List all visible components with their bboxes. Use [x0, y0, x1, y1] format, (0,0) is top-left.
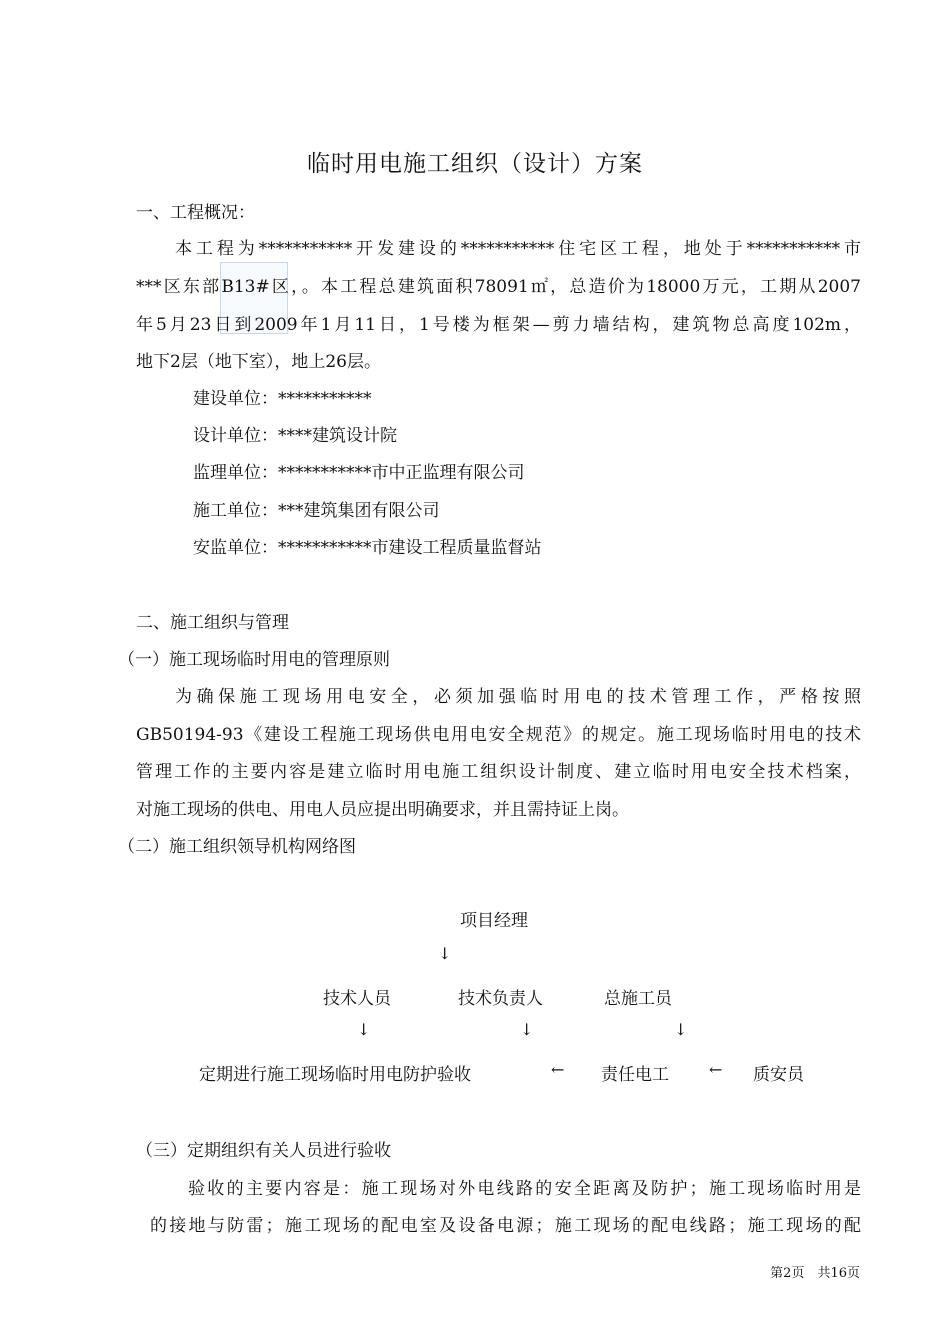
arrow-down-icon: ↓	[520, 1020, 534, 1039]
subsection-heading: （二）施工组织领导机构网络图	[118, 837, 356, 857]
arrow-down-icon: ↓	[674, 1020, 688, 1039]
unit-line: 监理单位：***********市中正监理有限公司	[193, 463, 525, 483]
paragraph-line: 地下2层（地下室），地上26层。	[136, 352, 381, 372]
arrow-left-icon: ←	[709, 1060, 723, 1079]
paragraph-line: 的接地与防雷；施工现场的配电室及设备电源；施工现场的配电线路；施工现场的配	[150, 1216, 861, 1236]
document-title: 临时用电施工组织（设计）方案	[307, 151, 643, 177]
arrow-down-icon: ↓	[438, 944, 452, 963]
unit-line: 施工单位：***建筑集团有限公司	[193, 501, 440, 521]
paragraph-line: 验收的主要内容是：施工现场对外电线路的安全距离及防护；施工现场临时用是	[188, 1179, 861, 1199]
arrow-down-icon: ↓	[357, 1020, 371, 1039]
org-node-project-manager: 项目经理	[460, 911, 528, 931]
unit-line: 设计单位：****建筑设计院	[193, 426, 397, 446]
arrow-left-icon: ←	[551, 1060, 565, 1079]
unit-line: 建设单位：***********	[193, 389, 372, 409]
org-node-technical-lead: 技术负责人	[458, 989, 543, 1009]
section-heading-management: 二、施工组织与管理	[136, 613, 289, 633]
org-node-technician: 技术人员	[323, 989, 391, 1009]
org-node-electrician: 责任电工	[601, 1065, 669, 1085]
org-node-general-foreman: 总施工员	[604, 989, 672, 1009]
paragraph-line: GB50194-93《建设工程施工现场供电用电安全规范》的规定。施工现场临时用电的技术	[136, 725, 861, 745]
org-node-safety-officer: 质安员	[753, 1065, 804, 1085]
paragraph-line: 年5月23日到2009年1月11日，1号楼为框架—剪力墙结构，建筑物总高度102m，	[136, 315, 861, 335]
unit-line: 安监单位：***********市建设工程质量监督站	[193, 538, 542, 558]
org-node-inspection: 定期进行施工现场临时用电防护验收	[199, 1065, 471, 1085]
section-heading-overview: 一、工程概况：	[136, 203, 255, 223]
paragraph-line: 对施工现场的供电、用电人员应提出明确要求，并且需持证上岗。	[136, 800, 629, 820]
subsection-heading: （一）施工现场临时用电的管理原则	[118, 650, 390, 670]
paragraph-line: 为确保施工现场用电安全，必须加强临时用电的技术管理工作，严格按照	[175, 687, 861, 707]
subsection-heading: （三）定期组织有关人员进行验收	[136, 1141, 391, 1161]
paragraph-line: ***区东部B13#区，。本工程总建筑面积78091㎡，总造价为18000万元，工期从2007	[136, 277, 861, 297]
page-footer: 第2页 共16页	[770, 1266, 860, 1281]
paragraph-line: 管理工作的主要内容是建立临时用电施工组织设计制度、建立临时用电安全技术档案，	[136, 762, 861, 782]
paragraph-line: 本工程为***********开发建设的***********住宅区工程，地处于***********市	[175, 239, 861, 259]
